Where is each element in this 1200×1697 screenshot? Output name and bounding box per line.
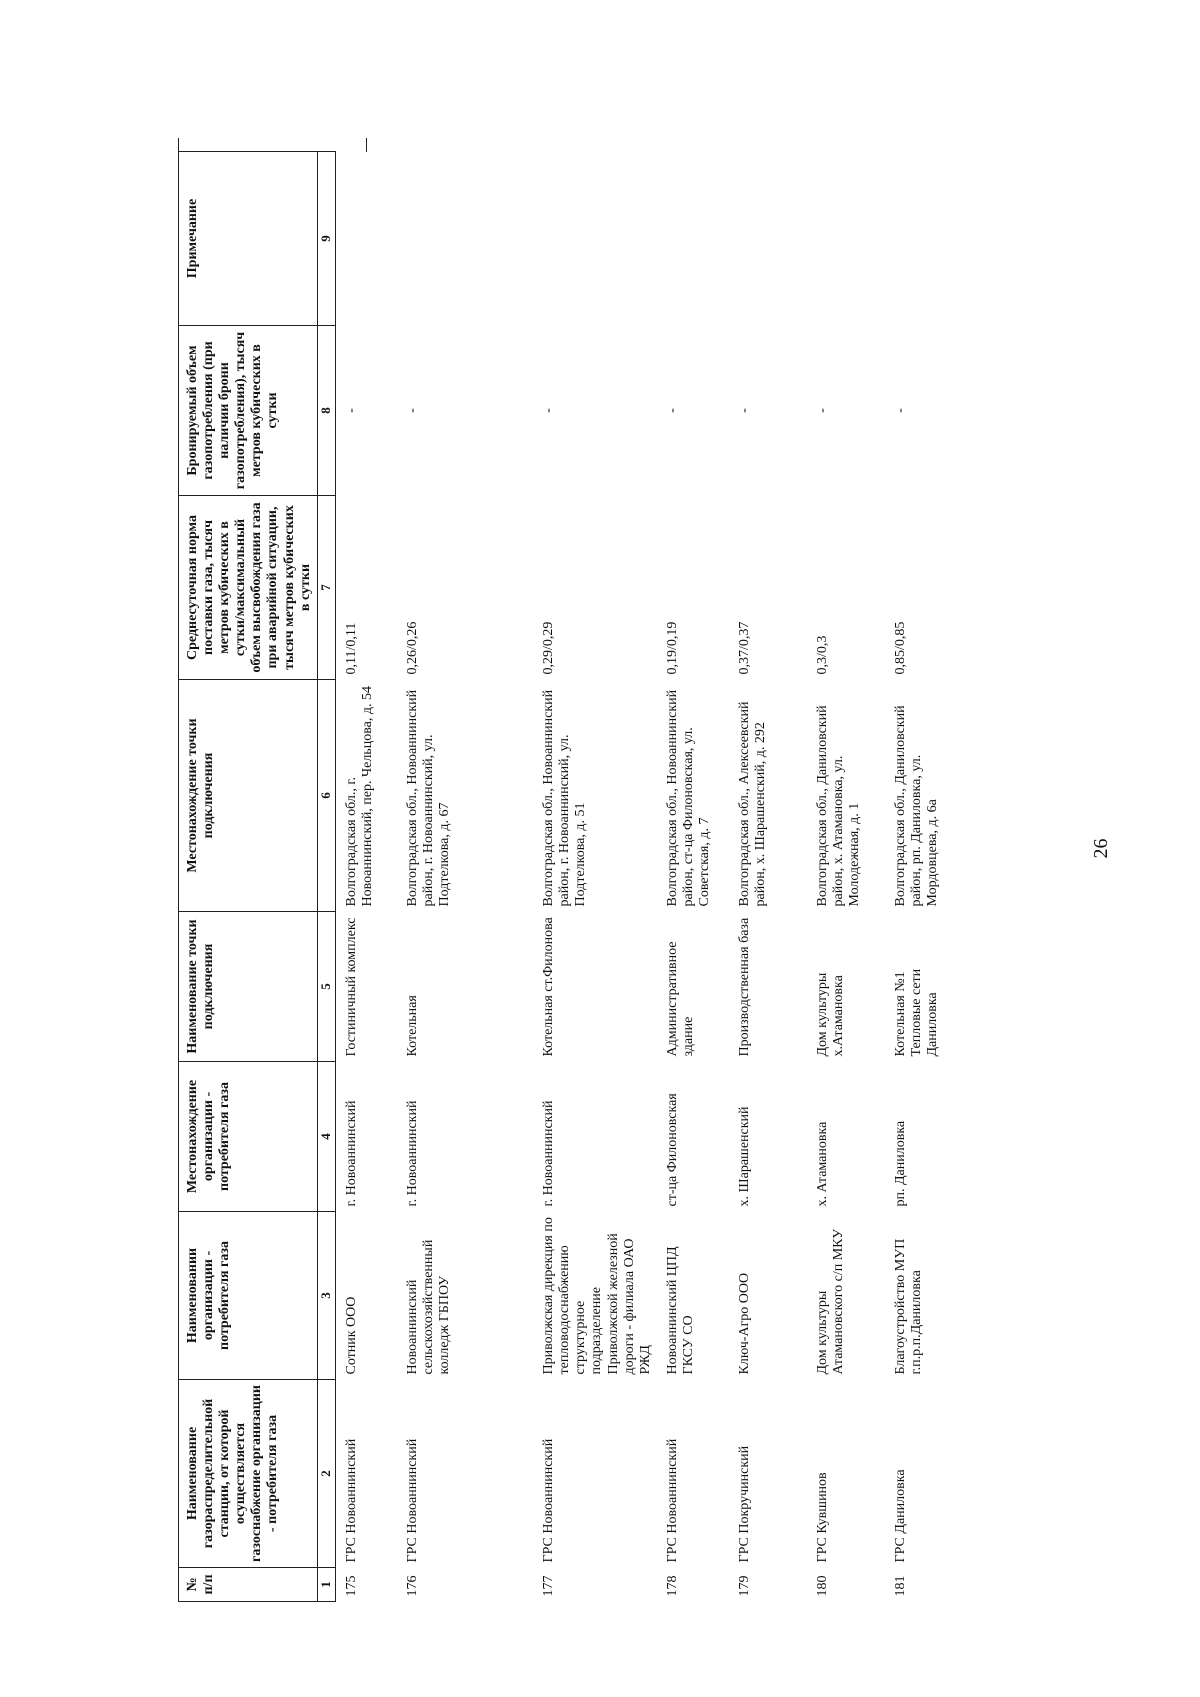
station-cell: ГРС Даниловка	[892, 1469, 908, 1563]
table-row	[885, 152, 975, 1602]
point-name-cell: Котельная ст.Филонова	[541, 917, 557, 1057]
header-cell: Примечание	[179, 152, 318, 326]
reserved-cell: -	[736, 408, 752, 413]
table-edge-line	[366, 138, 368, 152]
point-name-cell: Котельная №1 Тепловые сети Даниловка	[892, 968, 941, 1057]
page-number: 26	[1090, 838, 1112, 859]
reserved-cell: -	[405, 408, 421, 413]
point-location-cell: Волгоградская обл., Алексеевский район, х. Шарашенский, д. 292	[736, 701, 768, 907]
row-number: 176	[405, 1575, 421, 1597]
table-row	[729, 152, 807, 1602]
table-row	[807, 152, 885, 1602]
norm-cell: 0,37/0,37	[736, 621, 752, 675]
norm-cell: 0,11/0,11	[343, 622, 359, 675]
column-number-row	[317, 152, 335, 1602]
consumer-cell: Новоаннинский ЦПД ГКСУ СО	[664, 1246, 696, 1375]
reserved-cell: -	[664, 408, 680, 413]
reserved-cell: -	[343, 408, 359, 413]
header-cell: Местонахождение точки подключения	[179, 680, 318, 912]
header-cell: Наименовании организации - потребителя газа	[179, 1212, 318, 1380]
consumer-location-cell: г. Новоаннинский	[541, 1100, 557, 1207]
point-name-cell: Административное здание	[664, 941, 696, 1057]
header-cell: Местонахождение организации - потребителя газа	[179, 1062, 318, 1212]
column-number: 4	[317, 1062, 335, 1212]
consumer-location-cell: г. Новоаннинский	[343, 1100, 359, 1207]
header-cell: Бронируемый объем газопотребления (при наличии брони газопотребления), тысяч метров кубических в сутки	[179, 326, 318, 496]
norm-cell: 0,85/0,85	[892, 621, 908, 675]
header-cell: Наименование точки подключения	[179, 912, 318, 1062]
header-cell: Среднесуточная норма поставки газа, тысяч метров кубических в сутки/максимальный объем высвобождения газа при аварийной ситуации, тысяч метров кубических в сутки	[179, 496, 318, 680]
table-row	[335, 152, 397, 1602]
station-cell: ГРС Кувшинов	[814, 1472, 830, 1563]
station-cell: ГРС Покручинский	[736, 1445, 752, 1563]
header-cell: Наименование газораспределительной станции, от которой осуществляется газоснабжение организации - потребителя газа	[179, 1380, 318, 1568]
note-cell	[807, 152, 885, 326]
consumer-location-cell: г. Новоаннинский	[405, 1100, 421, 1207]
point-location-cell: Волгоградская обл., Даниловский район, х. Атамановка, ул. Молодежная, д. 1	[814, 705, 863, 907]
point-location-cell: Волгоградская обл., Даниловский район, рп. Даниловка, ул. Мордовцева, д. 6а	[892, 705, 941, 907]
row-number: 179	[736, 1575, 752, 1597]
point-location-cell: Волгоградская обл., Новоаннинский район, ст-ца Филоновская, ул. Советская, д. 7	[664, 689, 713, 907]
column-number: 9	[317, 152, 335, 326]
column-number: 6	[317, 680, 335, 912]
consumer-cell: Дом культуры Атамановского с/п МКУ	[814, 1228, 846, 1375]
point-location-cell: Волгоградская обл., Новоаннинский район, г. Новоаннинский, ул. Подтелкова, д. 51	[541, 689, 589, 907]
reserved-cell: -	[814, 408, 830, 413]
note-cell	[397, 152, 533, 326]
column-number: 8	[317, 326, 335, 496]
norm-cell: 0,19/0,19	[664, 621, 680, 675]
table-row	[397, 152, 533, 1602]
consumer-location-cell: ст-ца Филоновская	[664, 1093, 680, 1207]
station-cell: ГРС Новоаннинский	[405, 1438, 421, 1563]
row-number: 175	[343, 1575, 359, 1597]
row-number: 177	[541, 1575, 557, 1597]
row-number: 178	[664, 1575, 680, 1597]
norm-cell: 0,29/0,29	[541, 621, 557, 675]
station-cell: ГРС Новоаннинский	[664, 1438, 680, 1563]
point-location-cell: Волгоградская обл., Новоаннинский район, г. Новоаннинский, ул. Подтелкова, д. 67	[405, 689, 453, 907]
row-number: 180	[814, 1575, 830, 1597]
column-number: 5	[317, 912, 335, 1062]
norm-cell: 0,3/0,3	[814, 635, 830, 675]
row-number: 181	[892, 1575, 908, 1597]
point-name-cell: Дом культуры х.Атамановка	[814, 972, 846, 1057]
note-cell	[335, 152, 397, 326]
consumer-cell: Приволжская дирекция по тепловодоснабжению структурное подразделение Приволжской железной дороги - филиала ОАО РЖД	[541, 1217, 653, 1375]
norm-cell: 0,26/0,26	[405, 621, 421, 675]
table-row	[657, 152, 729, 1602]
consumer-location-cell: х. Атамановка	[814, 1121, 830, 1207]
consumer-cell: Благоустройство МУП г.п.р.п.Даниловка	[892, 1238, 924, 1375]
note-cell	[885, 152, 975, 326]
station-cell: ГРС Новоаннинский	[541, 1438, 557, 1563]
column-number: 7	[317, 496, 335, 680]
header-row	[179, 152, 318, 1602]
consumer-location-cell: х. Шарашенский	[736, 1106, 752, 1207]
reserved-cell: -	[892, 408, 908, 413]
point-name-cell: Производственная база	[736, 917, 752, 1057]
note-cell	[533, 152, 657, 326]
consumer-cell: Ключ-Агро ООО	[736, 1272, 752, 1375]
table-row	[533, 152, 657, 1602]
consumer-cell: Новоаннинский сельскохозяйственный колледж ГБПОУ	[405, 1239, 453, 1375]
consumer-location-cell: рп. Даниловка	[892, 1120, 908, 1207]
table-edge-line	[178, 138, 180, 152]
note-cell	[657, 152, 729, 326]
column-number: 2	[317, 1380, 335, 1568]
header-cell: № п/п	[179, 1568, 318, 1602]
point-name-cell: Котельная	[405, 995, 421, 1057]
point-name-cell: Гостиничный комплекс	[343, 917, 359, 1057]
column-number: 3	[317, 1212, 335, 1380]
column-number: 1	[317, 1568, 335, 1602]
gas-supply-table	[178, 151, 975, 1602]
station-cell: ГРС Новоаннинский	[343, 1438, 359, 1563]
point-location-cell: Волгоградская обл., г. Новоаннинский, пер. Чельцова, д. 54	[343, 686, 375, 907]
consumer-cell: Сотник ООО	[343, 1296, 359, 1375]
reserved-cell: -	[541, 408, 557, 413]
note-cell	[729, 152, 807, 326]
